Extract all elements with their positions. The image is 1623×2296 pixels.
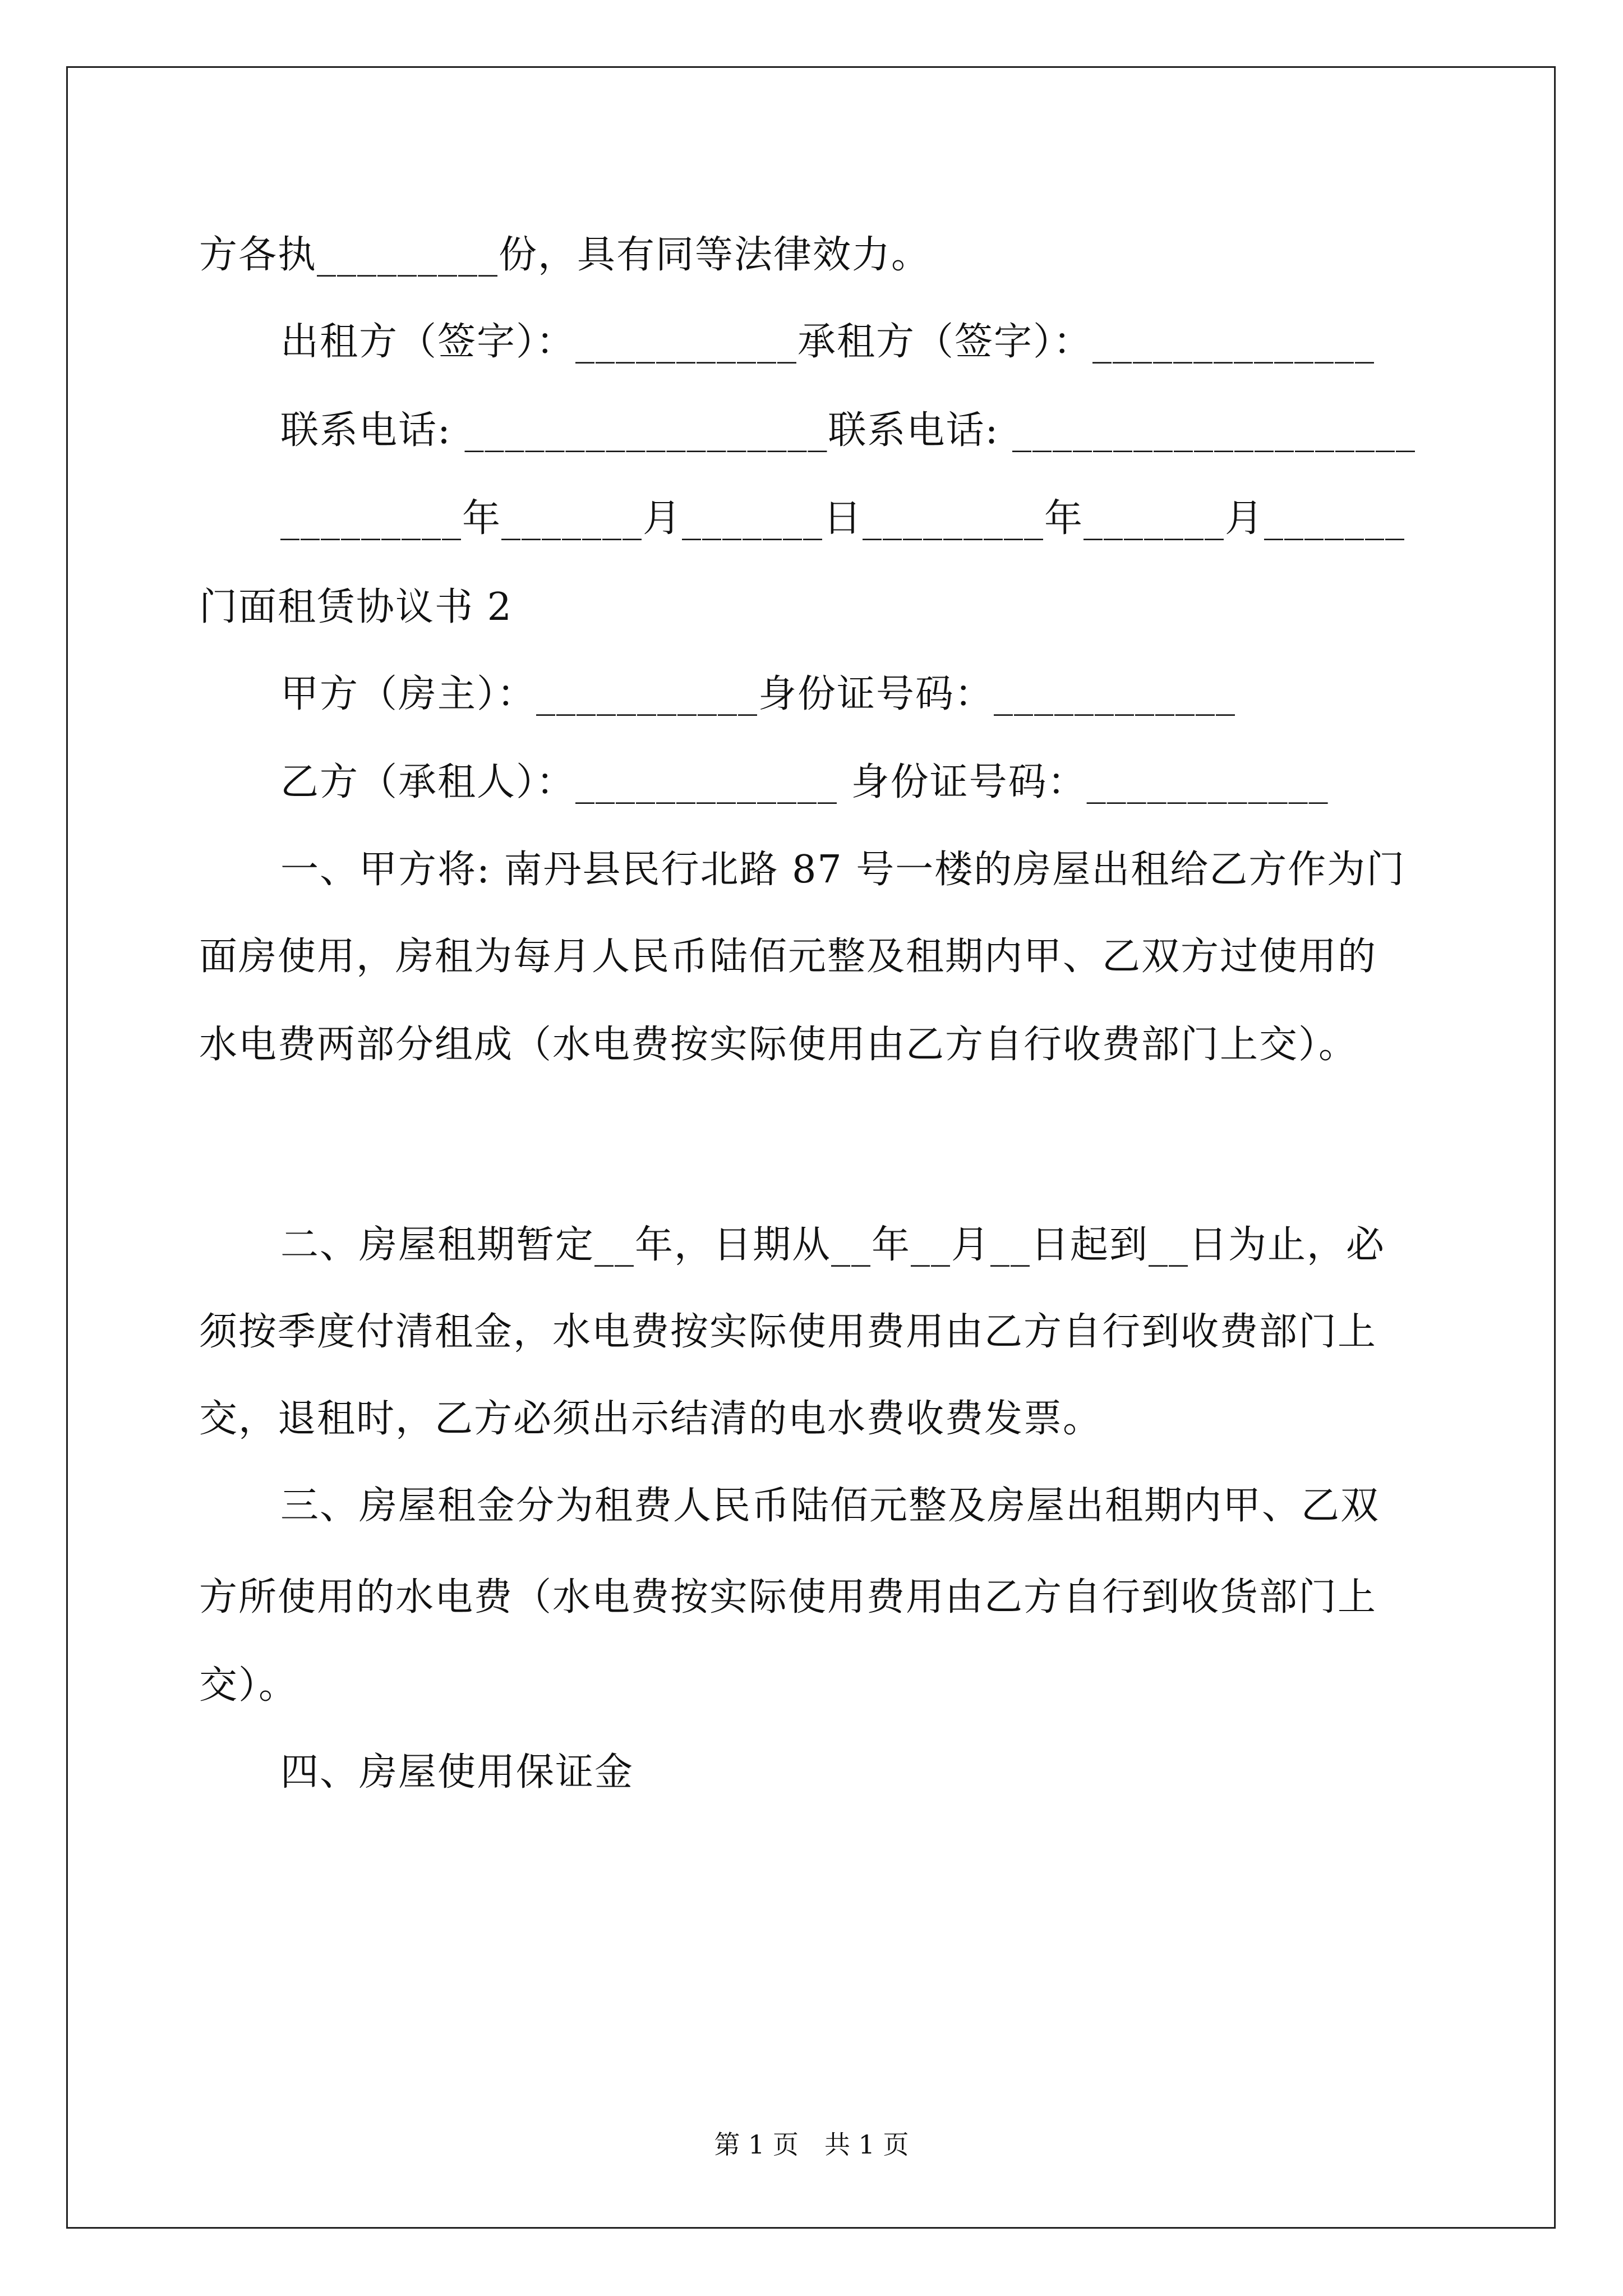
section-title: 门面租赁协议书 2 (199, 585, 513, 629)
phone-line: 联系电话: __________________联系电话: ____________________ (280, 408, 1417, 453)
clause-2-line-1: 二、房屋租期暂定__年，日期从__年__月__日起到__日为止，必 (280, 1223, 1386, 1267)
page-border (66, 66, 1556, 2229)
party-b-line: 乙方（承租人）：_____________ 身份证号码：____________ (280, 760, 1329, 804)
clause-1-line-1: 一、甲方将: 南丹县民行北路 87 号一楼的房屋出租给乙方作为门 (280, 848, 1406, 892)
clause-4-title: 四、房屋使用保证金 (280, 1750, 634, 1795)
clause-3-line-2: 方所使用的水电费（水电费按实际使用费用由乙方自行到收货部门上 (199, 1575, 1377, 1619)
clause-1-line-2: 面房使用，房租为每月人民币陆佰元整及租期内甲、乙双方过使用的 (199, 935, 1377, 979)
clause-2-line-2: 须按季度付清租金，水电费按实际使用费用由乙方自行到收费部门上 (199, 1310, 1377, 1354)
clause-1-line-3: 水电费两部分组成（水电费按实际使用由乙方自行收费部门上交）。 (199, 1023, 1358, 1067)
party-a-line: 甲方（房主）：___________身份证号码：____________ (280, 672, 1237, 716)
clause-3-line-1: 三、房屋租金分为租费人民币陆佰元整及房屋出租期内甲、乙双 (280, 1484, 1380, 1528)
date-line: _________年_______月_______日_________年_______月_______ (280, 496, 1406, 541)
text-line-1: 方各执_________份，具有同等法律效力。 (199, 233, 931, 277)
signature-line-lessor-lessee: 出租方（签字）：___________承租方（签字）：______________ (280, 320, 1376, 364)
page-footer: 第 1 页 共 1 页 (714, 2129, 909, 2160)
clause-2-line-3: 交，退租时，乙方必须出示结清的电水费收费发票。 (199, 1397, 1103, 1441)
clause-3-line-3: 交）。 (199, 1663, 298, 1708)
